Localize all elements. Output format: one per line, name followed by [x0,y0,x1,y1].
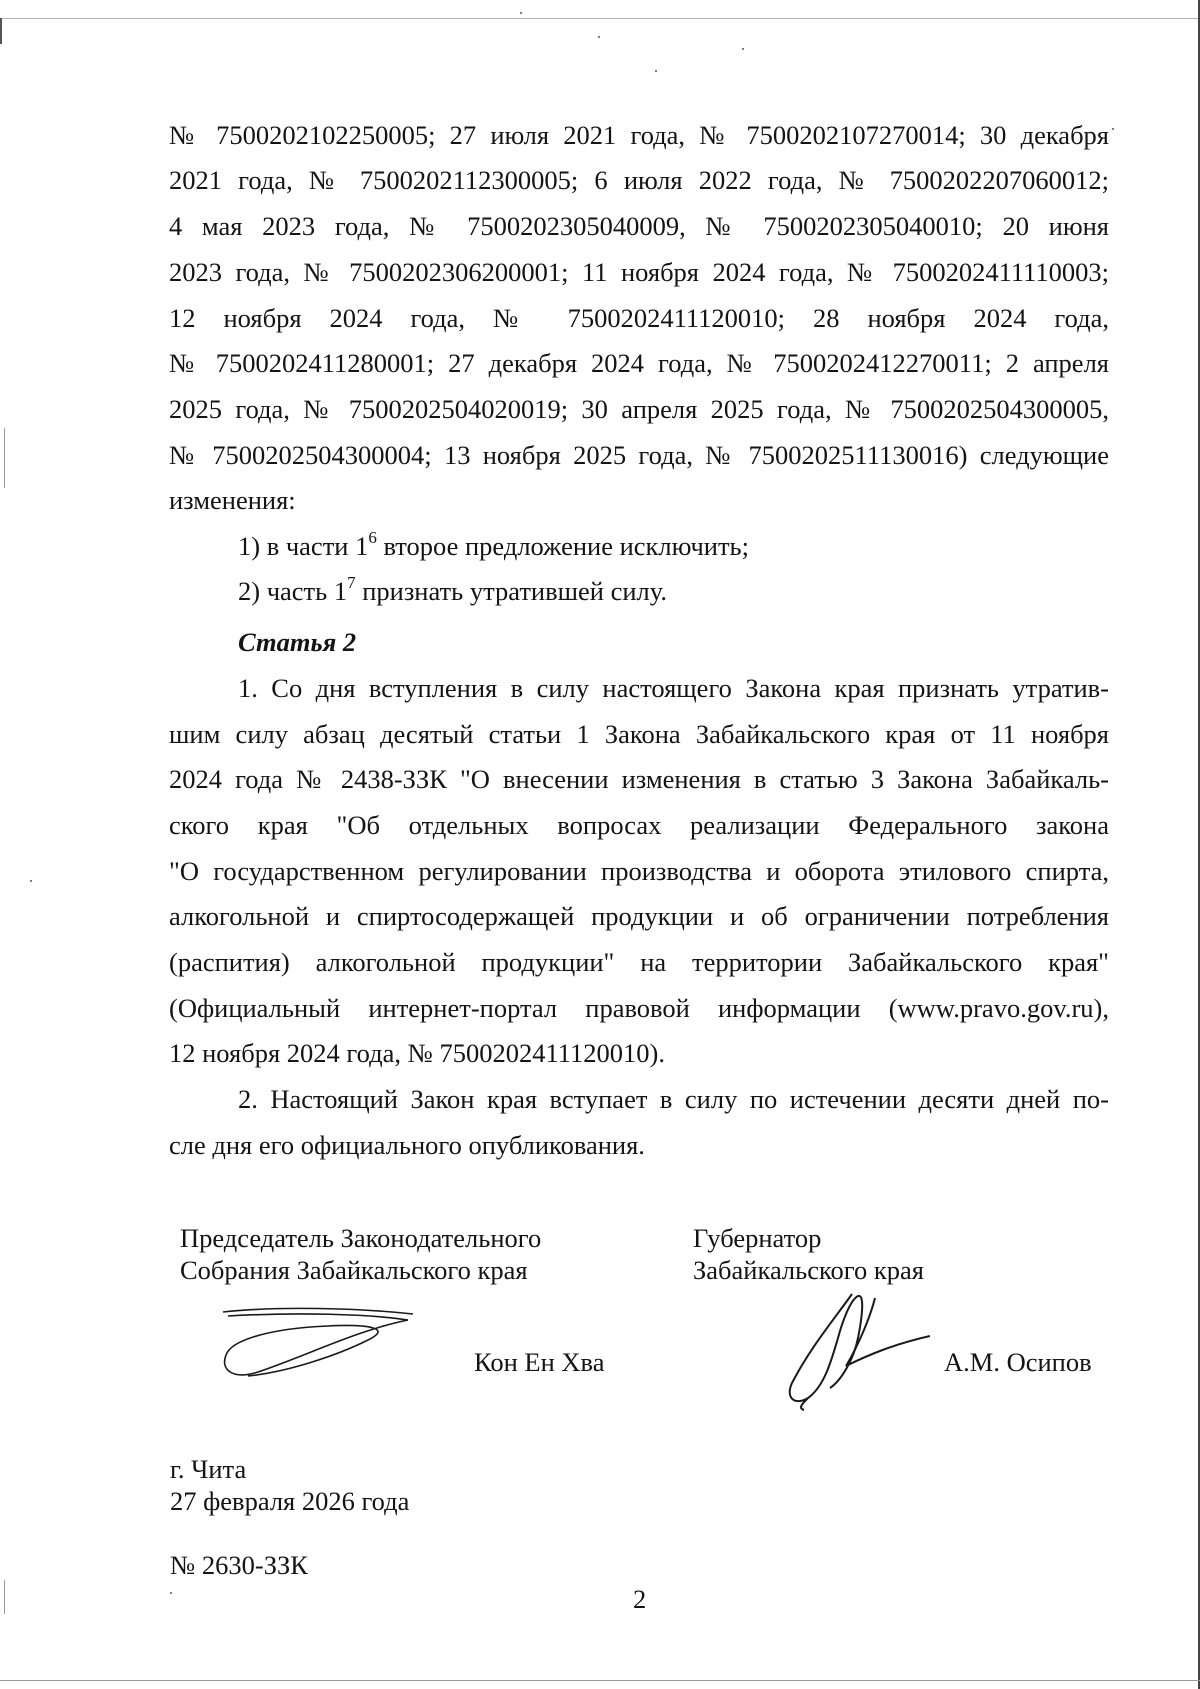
text-line: 4 мая 2023 года, № 7500202305040009, № 7500202305040010; 20 июня [169,211,1109,241]
text-line: алкогольной и спиртосодержащей продукции и об ограничении потребления [169,901,1109,931]
text-line: (Официальный интернет-портал правовой информации (www.pravo.gov.ru), [169,993,1109,1023]
scan-speck [520,12,522,14]
text-line: (распития) алкогольной продукции" на территории Забайкальского края" [169,947,1109,977]
page-edge [0,1680,1200,1681]
scan-speck [30,880,32,882]
article-heading: Статья 2 [238,627,357,657]
scan-speck [742,48,744,50]
text-line: № 7500202102250005; 27 июля 2021 года, № 7500202107270014; 30 декабря [169,120,1109,150]
scan-speck [655,70,657,72]
signatory-title-left: Председатель Законодательного [180,1223,542,1253]
text-line: № 7500202504300004; 13 ноября 2025 года, № 7500202511130016) следующие [169,440,1109,470]
list-item-text: 2) часть 1 [238,576,348,606]
text-line: 2023 года, № 7500202306200001; 11 ноября 2024 года, № 7500202411110003; [169,257,1109,287]
superscript: 7 [347,573,356,593]
signatory-title-left: Собрания Забайкальского края [180,1255,528,1285]
list-item-text: признать утратившей силу. [355,576,667,606]
scan-mark [4,428,5,488]
text-line: 12 ноября 2024 года, № 7500202411120010; 28 ноября 2024 года, [169,303,1109,333]
signature-left [218,1300,418,1385]
text-line: 2025 года, № 7500202504020019; 30 апреля 2025 года, № 7500202504300005, [169,394,1109,424]
text-line: № 7500202411280001; 27 декабря 2024 года, № 7500202412270011; 2 апреля [169,348,1109,378]
city: г. Чита [170,1454,247,1484]
signatory-title-right: Губернатор [693,1223,822,1253]
text-line: 2. Настоящий Закон края вступает в силу по истечении десяти дней по- [238,1084,1109,1114]
list-item-text: второе предложение исключить; [376,531,749,561]
list-item-1 [238,525,749,567]
text-line: "О государственном регулировании производства и оборота этилового спирта, [169,856,1109,886]
signature-right [780,1288,930,1413]
page-number: 2 [633,1584,647,1614]
scan-speck [170,1592,172,1594]
document-number: № 2630-ЗЗК [170,1550,308,1580]
signatory-name-left: Кон Ен Хва [474,1347,605,1377]
date: 27 февраля 2026 года [170,1486,410,1516]
text-line: 1. Со дня вступления в силу настоящего Закона края признать утратив- [238,673,1109,703]
list-item-text: 1) в части 1 [238,531,369,561]
scan-speck [598,36,600,38]
text-line: сле дня его официального опубликования. [169,1130,645,1160]
scan-speck [1112,128,1114,130]
list-item-2 [238,570,667,612]
page-edge [0,18,2,44]
page-edge [0,18,1200,19]
scan-mark [4,1580,5,1614]
text-line: 12 ноября 2024 года, № 7500202411120010). [169,1038,665,1068]
text-line: шим силу абзац десятый статьи 1 Закона Забайкальского края от 11 ноября [169,719,1109,749]
signatory-title-right: Забайкальского края [693,1255,924,1285]
text-line: 2021 года, № 7500202112300005; 6 июля 2022 года, № 7500202207060012; [169,165,1109,195]
text-line: 2024 года № 2438-ЗЗК "О внесении изменения в статью 3 Закона Забайкаль- [169,764,1109,794]
superscript: 6 [368,528,377,548]
text-line: ского края "Об отдельных вопросах реализации Федерального закона [169,810,1109,840]
signatory-name-right: А.М. Осипов [944,1347,1092,1377]
text-line: изменения: [169,485,296,515]
